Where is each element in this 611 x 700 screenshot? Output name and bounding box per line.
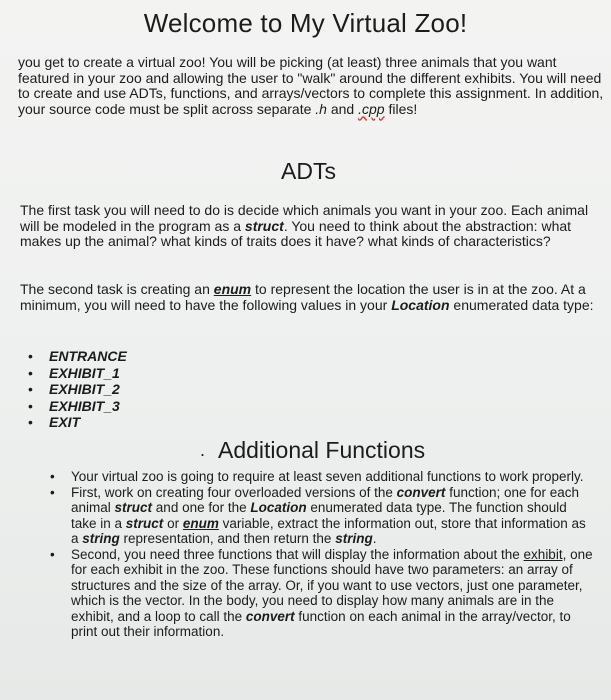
b2-string: string <box>82 531 120 546</box>
p1-struct: struct <box>244 217 284 234</box>
p1-text-b: . You need to think about the abstraction: what makes up the animal? what kinds of traits does it have? what kinds of characteristics? <box>20 217 572 249</box>
functions-heading: Additional Functions <box>218 437 426 463</box>
b3-convert: convert <box>245 608 295 624</box>
p2-text-a: The second task is creating an <box>20 281 214 297</box>
b2-struct2: struct <box>125 515 164 531</box>
b2-a: First, work on creating four overloaded versions of the <box>71 484 397 500</box>
b2-e: or <box>163 515 183 531</box>
list-item: • EXHIBIT_3 <box>18 398 127 415</box>
b3-a: Second, you need three functions that will display the information about the <box>71 546 524 562</box>
list-item <box>44 485 594 547</box>
b2-h: . <box>372 531 377 546</box>
list-item: • ENTRANCE <box>18 348 127 365</box>
b2-struct: struct <box>114 500 153 515</box>
b2-b: function; one for each animal <box>71 484 580 515</box>
cpp-extension: .cpp <box>358 100 385 117</box>
p2-text-b: to represent the location the user is in at the zoo. At a minimum, you will need to have the following values in your <box>20 281 586 313</box>
h-extension: .h <box>315 100 327 117</box>
b3-b: one for each exhibit in the zoo. These functions should have two parameters: an array of structures and the size of the array. Or, if you want to use vectors, just one parameter, which is the vector. In the body, you need to display how many animals are in the exhibit, and a loop to call the <box>71 546 593 624</box>
intro-paragraph <box>18 55 608 117</box>
list-item <box>44 547 594 640</box>
b2-enum: enum <box>182 515 219 531</box>
b2-c: and one for the <box>152 500 251 515</box>
list-item: • EXIT <box>18 414 127 431</box>
intro-end: files! <box>384 100 418 117</box>
intro-text: you get to create a virtual zoo! You will be picking (at least) three animals that you want featured in your zoo and allowing the user to "walk" around the different exhibits. You will need to create and use ADTs, functions, and arrays/vectors to complete this assignment. In addition, your source code must be split across separate <box>18 54 604 117</box>
list-item <box>44 469 594 485</box>
functions-list <box>44 469 594 640</box>
adts-paragraph-2 <box>20 282 606 313</box>
adts-paragraph-1 <box>20 203 606 250</box>
b2-convert: convert <box>396 484 446 500</box>
page-title: Welcome to My Virtual Zoo! <box>143 8 468 38</box>
b3-exhibit: exhibit, <box>523 546 567 562</box>
func-bullet-1: Your virtual zoo is going to require at least seven additional functions to work properly. <box>71 469 584 484</box>
p2-location: Location <box>391 296 450 313</box>
b2-d: enumerated data type. The function should take in a <box>71 500 567 531</box>
p1-text-a: The first task you will need to do is decide which animals you want in your zoo. Each animal will be modeled in the program as a <box>20 202 589 234</box>
p2-enum: enum <box>213 281 252 297</box>
b2-location: Location <box>250 500 307 515</box>
p2-text-c: enumerated data type: <box>449 296 594 313</box>
adts-heading: ADTs <box>281 158 336 184</box>
b2-g: representation, and then return the <box>119 531 336 546</box>
list-item: • EXHIBIT_2 <box>18 381 127 398</box>
intro-and: and <box>326 100 359 117</box>
location-values-list <box>18 348 127 431</box>
bullet-mark: . <box>200 440 206 460</box>
b2-f: variable, extract the information out, store that information as a <box>71 515 586 546</box>
b3-c: function on each animal in the array/vector, to print out their information. <box>71 608 571 639</box>
list-item: • EXHIBIT_1 <box>18 365 127 382</box>
b2-string2: string <box>335 531 373 546</box>
